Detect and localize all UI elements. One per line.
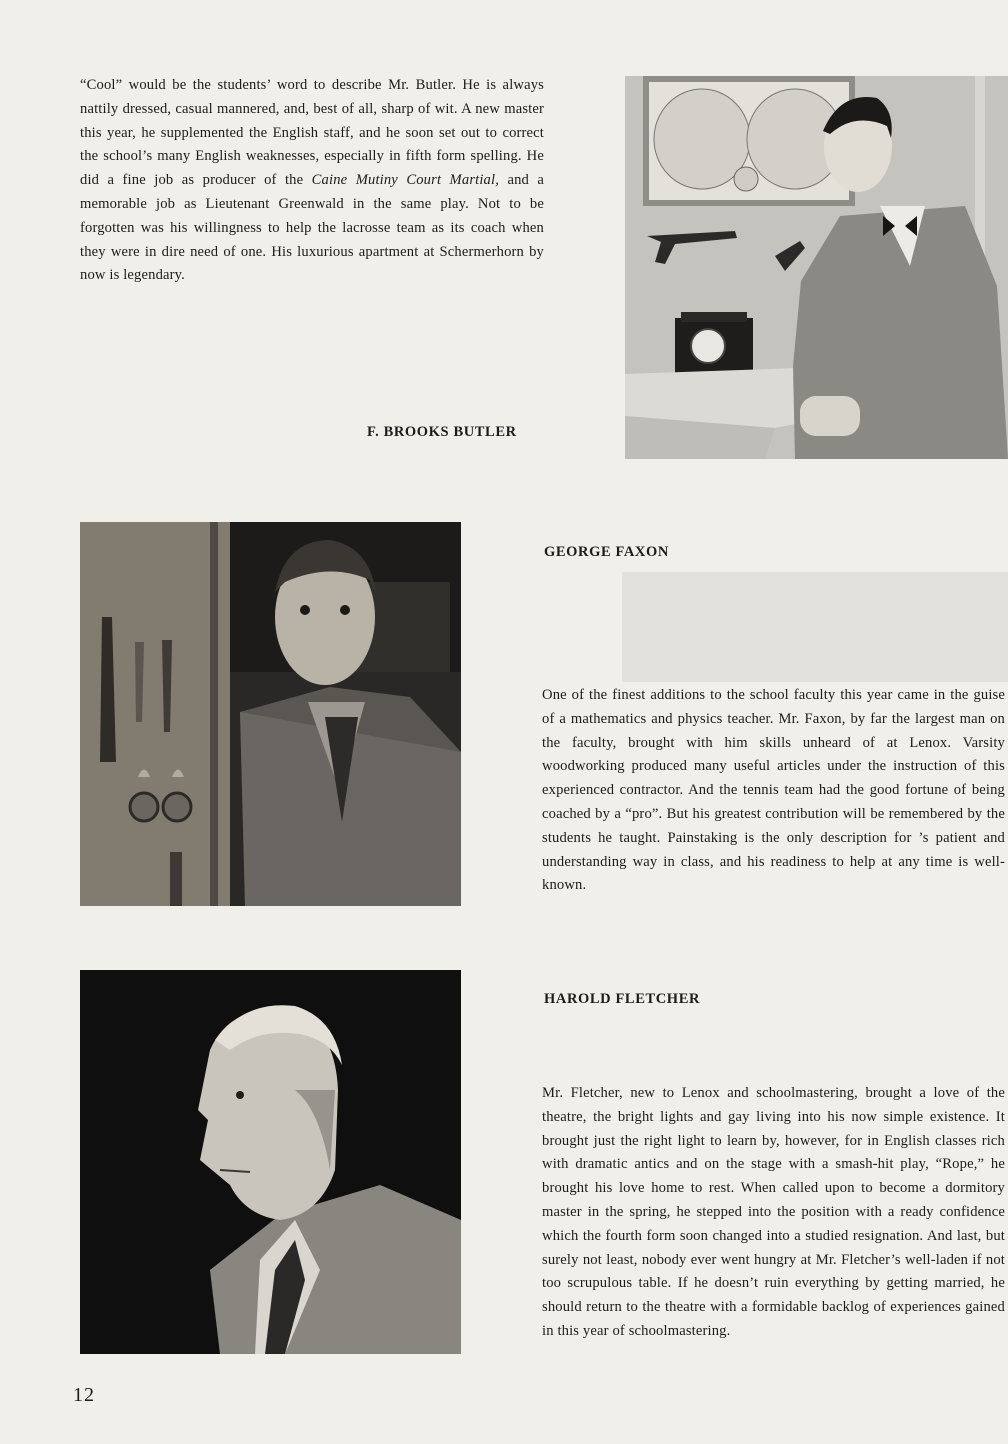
faxon-name: GEORGE FAXON: [544, 544, 669, 560]
show-through-shadow: [622, 572, 1008, 682]
faxon-paragraph: One of the finest additions to the school faculty this year came in the guise of a mathematics and physics teacher. Mr. Faxon, by far the largest man on the faculty, brought with him skills unheard of at Lenox. Varsity woodworking produced many useful articles under the instruction of this experienced contractor. And the tennis team had the good fortune of being coached by a “pro”. But his greatest contribution will be remembered by the students he taught. Painstaking is the only description for ’s patient and understanding way in class, and his readiness to help at any time is well-known.: [542, 687, 1005, 894]
faxon-portrait-photo: [80, 522, 461, 906]
butler-paragraph: “Cool” would be the students’ word to describe Mr. Butler. He is always nattily dressed, casual mannered, and, best of all, sharp of wit. A new master this year, he supplemented the English staff, and he soon set out to correct the school’s many English weaknesses, especially in fifth form spelling. He did a fine job as producer of the Caine Mutiny Court Martial, and a memorable job as Lieutenant Greenwald in the same play. Not to be forgotten was his willingness to help the lacrosse team as its coach when they were in dire need of one. His luxurious apartment at Schermerhorn by now is legendary.: [80, 77, 544, 284]
butler-portrait-photo: [625, 76, 1008, 459]
fletcher-paragraph: Mr. Fletcher, new to Lenox and schoolmastering, brought a love of the theatre, the bright lights and gay living into his now simple existence. It brought just the right light to learn by, however, for in English classes rich with dramatic antics and on the stage with a smash-hit play, “Rope,” he brought his love home to rest. When called upon to become a dormitory master in the spring, he stepped into the position with a ready confidence which the fourth form soon changed into a studied resignation. And last, but surely not least, nobody ever went hungry at Mr. Fletcher’s well-laden if not too scrupulous table. If he doesn’t ruin everything by getting married, he should return to the theatre with a formidable backlog of experiences gained in this year of schoolmastering.: [542, 1085, 1005, 1339]
butler-name: F. BROOKS BUTLER: [367, 424, 517, 440]
page-number: 12: [73, 1384, 95, 1406]
fletcher-name: HAROLD FLETCHER: [544, 991, 701, 1007]
butler-play-title: Caine Mutiny Court Martial,: [311, 172, 500, 189]
fletcher-portrait-photo: [80, 970, 461, 1354]
